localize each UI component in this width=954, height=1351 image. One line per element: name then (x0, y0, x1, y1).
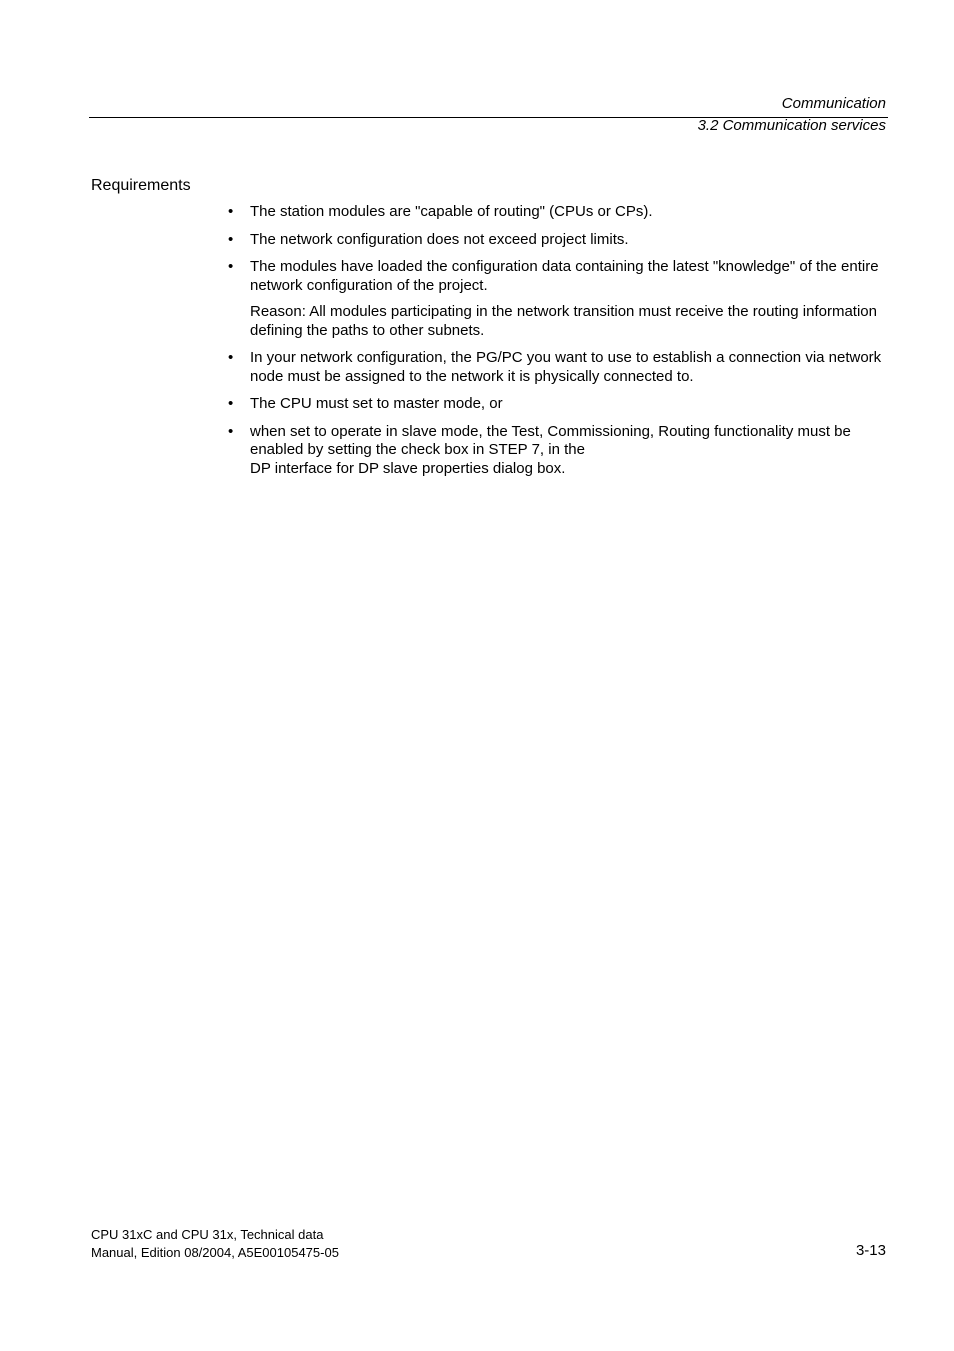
list-item-text-continued: DP interface for DP slave properties dialog box. (250, 459, 566, 477)
list-item-text: In your network configuration, the PG/PC you want to use to establish a connection via network node must be assigned to the network it is physically connected to. (250, 349, 882, 385)
list-item-text: when set to operate in slave mode, the Test, Commissioning, Routing functionality must be enabled by setting the check box in STEP 7, in the (250, 422, 851, 458)
header-chapter-title: Communication (781, 95, 886, 112)
footer-document-title: CPU 31xC and CPU 31x, Technical data (91, 1227, 324, 1242)
list-item (228, 230, 890, 250)
section-heading: Requirements (91, 177, 191, 194)
list-item-text: The network configuration does not exceed project limits. (250, 230, 629, 248)
footer-edition: Manual, Edition 08/2004, A5E00105475-05 (91, 1245, 339, 1260)
list-item (228, 395, 890, 414)
page-number: 3-13 (855, 1242, 886, 1259)
list-item (228, 258, 890, 340)
list-item-text: The modules have loaded the configuration data containing the latest "knowledge" of the entire network configuration of the project. (250, 258, 879, 294)
bullet-icon: • (228, 258, 234, 275)
bullet-icon: • (228, 203, 234, 220)
requirements-list (228, 203, 890, 487)
bullet-icon: • (228, 422, 234, 440)
list-item (228, 203, 890, 222)
bullet-icon: • (228, 395, 234, 412)
bullet-icon: • (228, 230, 234, 248)
list-item-text: The CPU must set to master mode, or (250, 395, 503, 412)
bullet-icon: • (228, 349, 234, 366)
list-item-text: The station modules are "capable of routing" (CPUs or CPs). (250, 203, 653, 220)
header-section-title: 3.2 Communication services (697, 117, 886, 134)
list-item-note: Reason: All modules participating in the network transition must receive the routing information defining the paths to other subnets. (250, 303, 877, 339)
list-item (228, 422, 890, 479)
footer-document-info (91, 1226, 339, 1262)
list-item (228, 349, 890, 386)
